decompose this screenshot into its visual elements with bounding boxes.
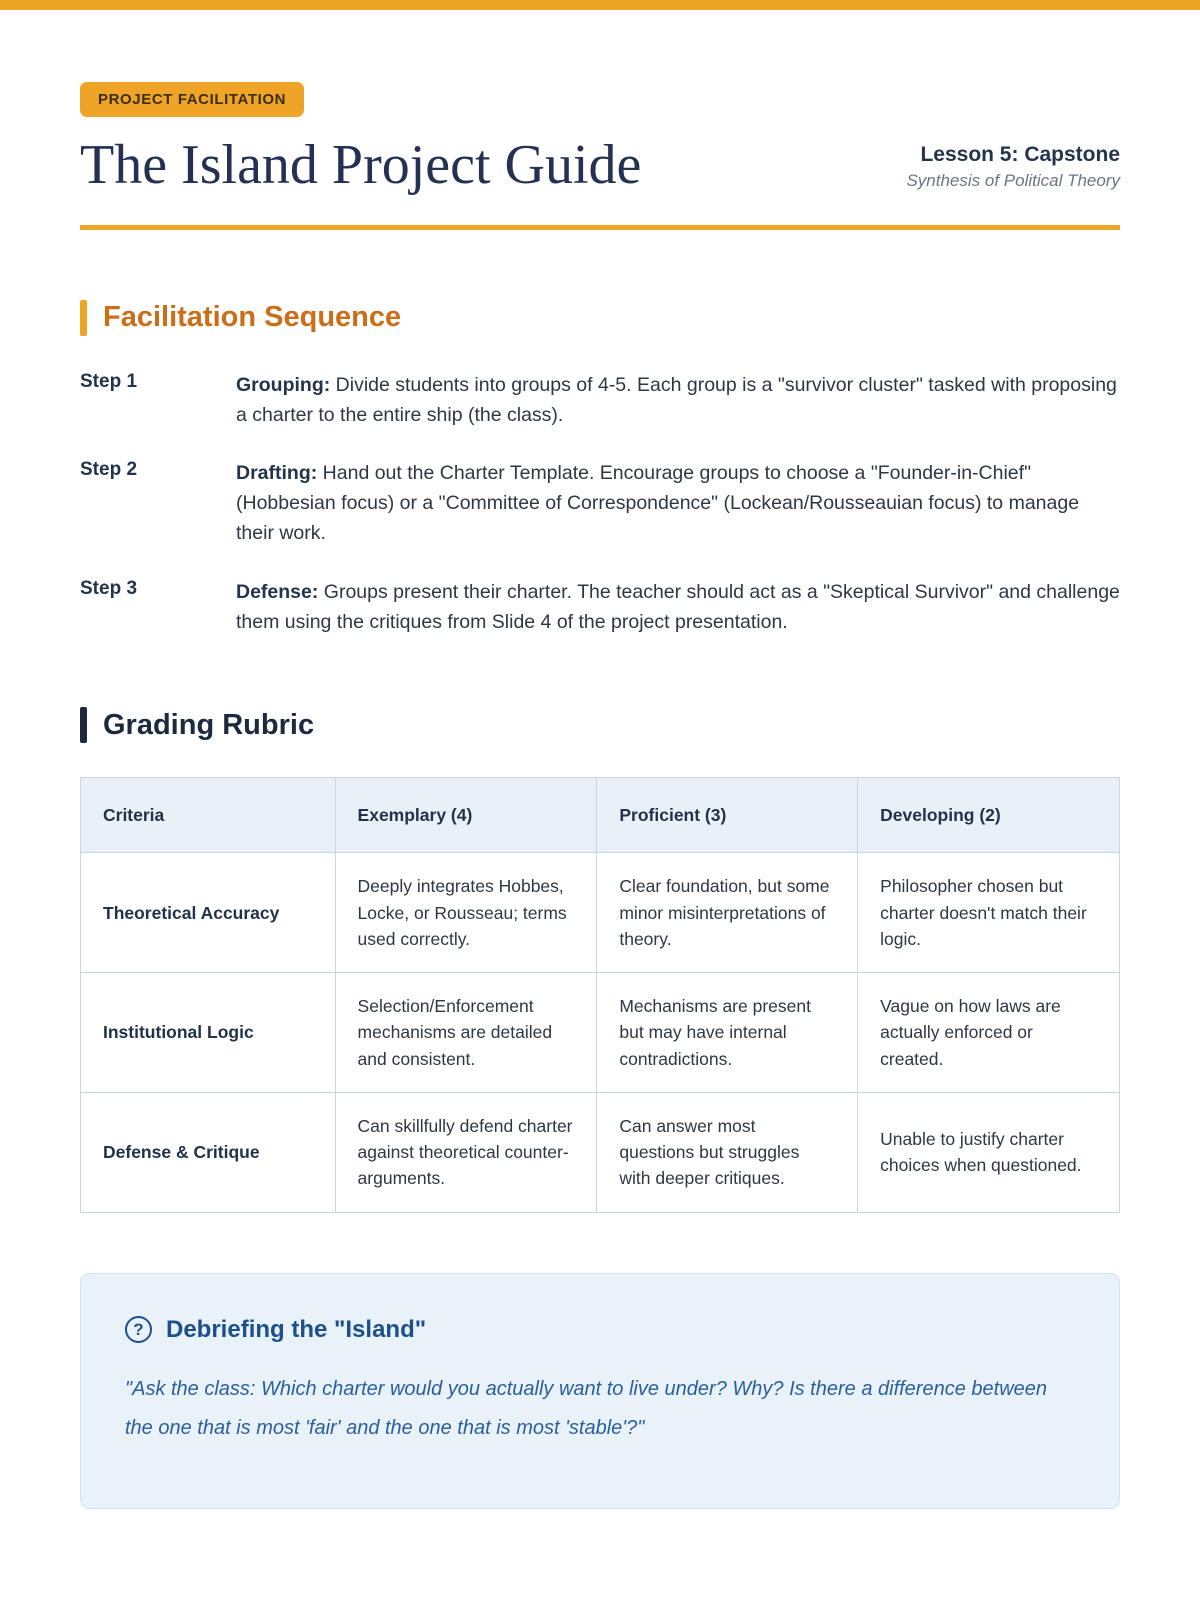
header-divider [80, 225, 1120, 230]
rubric-cell: Selection/Enforcement mechanisms are detailed and consistent. [335, 973, 597, 1093]
table-header-row [81, 778, 1120, 853]
document-header [80, 135, 1120, 197]
step-label: Step 2 [80, 459, 138, 481]
column-header: Criteria [81, 778, 336, 853]
step-label: Step 1 [80, 370, 138, 392]
rubric-cell: Can answer most questions but struggles with deeper critiques. [597, 1092, 858, 1212]
debrief-heading [125, 1316, 1075, 1344]
column-header: Developing (2) [858, 778, 1120, 853]
heading-accent-bar [80, 300, 87, 336]
rubric-cell: Vague on how laws are actually enforced or created. [858, 973, 1120, 1093]
section-title: Grading Rubric [103, 708, 315, 741]
rubric-cell: Can skillfully defend charter against theoretical counter-arguments. [335, 1092, 597, 1212]
step-label: Step 3 [80, 577, 138, 599]
top-accent-bar [0, 0, 1200, 10]
page-title: The Island Project Guide [80, 134, 642, 196]
step-text [236, 577, 1120, 637]
rubric-cell: Clear foundation, but some minor misinterpretations of theory. [597, 853, 858, 973]
step-description: Groups present their charter. The teacher should act as a "Skeptical Survivor" and challenge them using the critiques from Slide 4 of the project presentation. [236, 580, 1120, 633]
lesson-title: Lesson 5: Capstone [920, 142, 1120, 166]
rubric-cell: Philosopher chosen but charter doesn't match their logic. [858, 853, 1120, 973]
step-text [236, 458, 1120, 549]
section-title: Facilitation Sequence [103, 301, 402, 334]
step-lead: Grouping: [236, 373, 331, 396]
rubric-section-heading [80, 707, 1120, 743]
heading-accent-bar [80, 707, 87, 743]
facilitation-section-heading [80, 300, 1120, 336]
rubric-cell: Unable to justify charter choices when questioned. [858, 1092, 1120, 1212]
step-lead: Drafting: [236, 462, 318, 485]
question-circle-icon: ? [125, 1316, 152, 1343]
facilitation-steps [80, 370, 1120, 638]
rubric-cell: Mechanisms are present but may have internal contradictions. [597, 973, 858, 1093]
step-description: Divide students into groups of 4-5. Each group is a "survivor cluster" tasked with proposing a charter to the entire ship (the class). [236, 373, 1117, 426]
table-row [81, 1092, 1120, 1212]
criteria-cell: Defense & Critique [81, 1092, 336, 1212]
column-header: Exemplary (4) [335, 778, 597, 853]
table-row [81, 853, 1120, 973]
step-item [80, 458, 1120, 549]
debrief-callout [80, 1273, 1120, 1509]
lesson-subtitle: Synthesis of Political Theory [906, 170, 1120, 190]
lesson-info [906, 143, 1120, 197]
grading-rubric-table [80, 777, 1120, 1213]
category-badge: PROJECT FACILITATION [80, 82, 304, 117]
document-page [0, 10, 1200, 1509]
criteria-cell: Institutional Logic [81, 973, 336, 1093]
criteria-cell: Theoretical Accuracy [81, 853, 336, 973]
step-description: Hand out the Charter Template. Encourage groups to choose a "Founder-in-Chief" (Hobbesian focus) or a "Committee of Correspondence" (Lockean/Rousseauian focus) to manage their work. [236, 462, 1080, 545]
rubric-cell: Deeply integrates Hobbes, Locke, or Rousseau; terms used correctly. [335, 853, 597, 973]
step-item [80, 577, 1120, 637]
step-text [236, 370, 1120, 430]
step-item [80, 370, 1120, 430]
column-header: Proficient (3) [597, 778, 858, 853]
debrief-quote: "Ask the class: Which charter would you actually want to live under? Why? Is there a difference between the one that is most 'fair' and the one that is most 'stable'?" [125, 1377, 1048, 1439]
debrief-title: Debriefing the "Island" [166, 1315, 427, 1343]
table-row [81, 973, 1120, 1093]
step-lead: Defense: [236, 580, 319, 603]
